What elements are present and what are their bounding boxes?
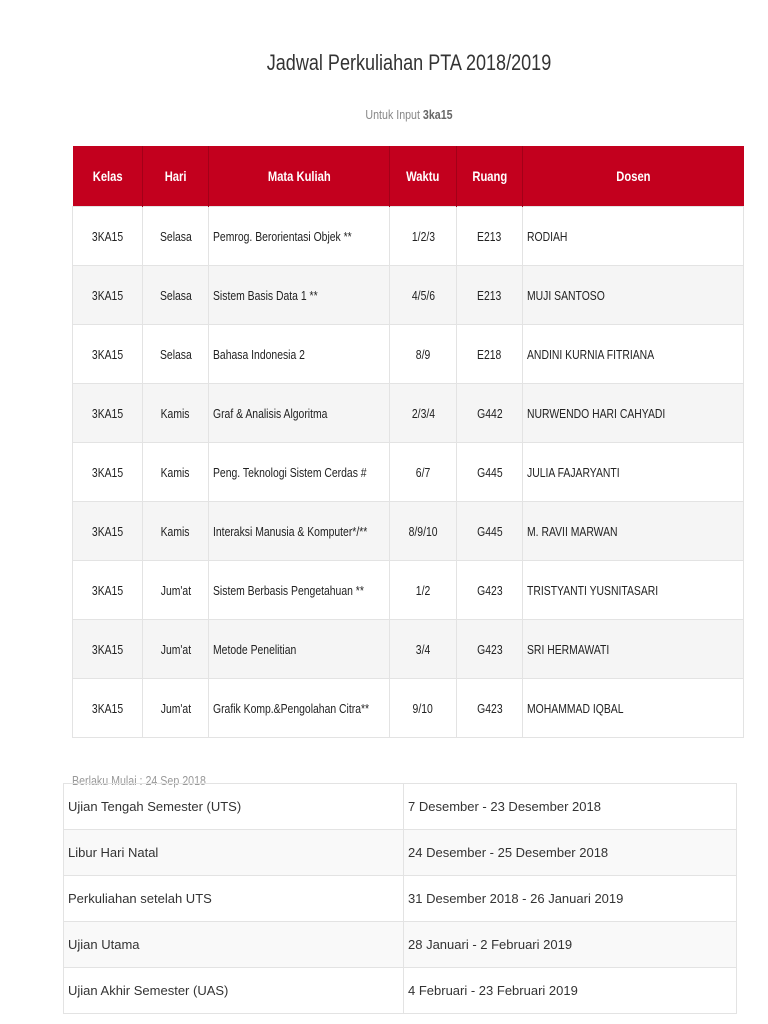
cell-hari: Jum'at bbox=[143, 561, 209, 620]
schedule-row bbox=[73, 620, 744, 679]
cell-ruang: E218 bbox=[457, 325, 523, 384]
cell-waktu: 8/9 bbox=[390, 325, 457, 384]
cell-kelas: 3KA15 bbox=[73, 266, 143, 325]
subtitle-prefix: Untuk Input bbox=[365, 107, 423, 122]
cell-ruang: G445 bbox=[457, 502, 523, 561]
calendar-date-range: 31 Desember 2018 - 26 Januari 2019 bbox=[404, 876, 737, 922]
column-header-mata-kuliah: Mata Kuliah bbox=[209, 146, 390, 207]
cell-waktu: 3/4 bbox=[390, 620, 457, 679]
schedule-row bbox=[73, 266, 744, 325]
cell-hari: Jum'at bbox=[143, 679, 209, 738]
effective-date: Berlaku Mulai : 24 Sep 2018 bbox=[72, 773, 206, 788]
cell-kelas: 3KA15 bbox=[73, 502, 143, 561]
column-header-waktu: Waktu bbox=[390, 146, 457, 207]
cell-hari: Jum'at bbox=[143, 620, 209, 679]
cell-kelas: 3KA15 bbox=[73, 561, 143, 620]
schedule-row bbox=[73, 443, 744, 502]
cell-mata-kuliah: Bahasa Indonesia 2 bbox=[209, 325, 390, 384]
cell-mata-kuliah: Sistem Berbasis Pengetahuan ** bbox=[209, 561, 390, 620]
schedule-table bbox=[72, 146, 744, 738]
calendar-date-range: 28 Januari - 2 Februari 2019 bbox=[404, 922, 737, 968]
cell-waktu: 9/10 bbox=[390, 679, 457, 738]
cell-mata-kuliah: Sistem Basis Data 1 ** bbox=[209, 266, 390, 325]
calendar-row bbox=[64, 876, 737, 922]
calendar-row bbox=[64, 968, 737, 1014]
calendar-table bbox=[63, 783, 737, 1014]
cell-kelas: 3KA15 bbox=[73, 207, 143, 266]
cell-ruang: G442 bbox=[457, 384, 523, 443]
cell-kelas: 3KA15 bbox=[73, 620, 143, 679]
schedule-row bbox=[73, 561, 744, 620]
calendar-event: Ujian Akhir Semester (UAS) bbox=[64, 968, 404, 1014]
cell-dosen: MUJI SANTOSO bbox=[523, 266, 744, 325]
cell-dosen: ANDINI KURNIA FITRIANA bbox=[523, 325, 744, 384]
schedule-row bbox=[73, 679, 744, 738]
cell-mata-kuliah: Interaksi Manusia & Komputer*/** bbox=[209, 502, 390, 561]
calendar-event: Libur Hari Natal bbox=[64, 830, 404, 876]
academic-calendar bbox=[63, 799, 736, 1020]
cell-mata-kuliah: Graf & Analisis Algoritma bbox=[209, 384, 390, 443]
calendar-event: Perkuliahan setelah UTS bbox=[64, 876, 404, 922]
column-header-hari: Hari bbox=[143, 146, 209, 207]
cell-dosen: TRISTYANTI YUSNITASARI bbox=[523, 561, 744, 620]
cell-hari: Kamis bbox=[143, 502, 209, 561]
cell-ruang: E213 bbox=[457, 207, 523, 266]
schedule-row bbox=[73, 384, 744, 443]
subtitle-input-value: 3ka15 bbox=[422, 107, 453, 122]
cell-waktu: 1/2 bbox=[390, 561, 457, 620]
schedule-row bbox=[73, 502, 744, 561]
schedule-row bbox=[73, 207, 744, 266]
cell-kelas: 3KA15 bbox=[73, 443, 143, 502]
cell-waktu: 1/2/3 bbox=[390, 207, 457, 266]
cell-ruang: E213 bbox=[457, 266, 523, 325]
cell-hari: Kamis bbox=[143, 384, 209, 443]
cell-dosen: M. RAVII MARWAN bbox=[523, 502, 744, 561]
calendar-row bbox=[64, 922, 737, 968]
page-subtitle bbox=[74, 107, 745, 122]
cell-dosen: NURWENDO HARI CAHYADI bbox=[523, 384, 744, 443]
column-header-kelas: Kelas bbox=[73, 146, 143, 207]
cell-mata-kuliah: Metode Penelitian bbox=[209, 620, 390, 679]
schedule-row bbox=[73, 325, 744, 384]
cell-hari: Selasa bbox=[143, 207, 209, 266]
calendar-row bbox=[64, 830, 737, 876]
calendar-event: Ujian Utama bbox=[64, 922, 404, 968]
cell-hari: Selasa bbox=[143, 266, 209, 325]
calendar-date-range: 7 Desember - 23 Desember 2018 bbox=[404, 784, 737, 830]
cell-hari: Kamis bbox=[143, 443, 209, 502]
cell-kelas: 3KA15 bbox=[73, 325, 143, 384]
cell-ruang: G445 bbox=[457, 443, 523, 502]
cell-dosen: RODIAH bbox=[523, 207, 744, 266]
cell-ruang: G423 bbox=[457, 620, 523, 679]
page-title: Jadwal Perkuliahan PTA 2018/2019 bbox=[266, 50, 552, 75]
cell-kelas: 3KA15 bbox=[73, 679, 143, 738]
schedule-header-row bbox=[73, 146, 744, 207]
cell-mata-kuliah: Grafik Komp.&Pengolahan Citra** bbox=[209, 679, 390, 738]
calendar-date-range: 24 Desember - 25 Desember 2018 bbox=[404, 830, 737, 876]
cell-waktu: 4/5/6 bbox=[390, 266, 457, 325]
cell-mata-kuliah: Pemrog. Berorientasi Objek ** bbox=[209, 207, 390, 266]
cell-hari: Selasa bbox=[143, 325, 209, 384]
cell-ruang: G423 bbox=[457, 561, 523, 620]
calendar-row bbox=[64, 784, 737, 830]
calendar-date-range: 4 Februari - 23 Februari 2019 bbox=[404, 968, 737, 1014]
cell-waktu: 2/3/4 bbox=[390, 384, 457, 443]
column-header-dosen: Dosen bbox=[523, 146, 744, 207]
calendar-event: Ujian Tengah Semester (UTS) bbox=[64, 784, 404, 830]
cell-kelas: 3KA15 bbox=[73, 384, 143, 443]
cell-waktu: 8/9/10 bbox=[390, 502, 457, 561]
cell-dosen: JULIA FAJARYANTI bbox=[523, 443, 744, 502]
cell-mata-kuliah: Peng. Teknologi Sistem Cerdas # bbox=[209, 443, 390, 502]
cell-waktu: 6/7 bbox=[390, 443, 457, 502]
cell-dosen: SRI HERMAWATI bbox=[523, 620, 744, 679]
cell-dosen: MOHAMMAD IQBAL bbox=[523, 679, 744, 738]
cell-ruang: G423 bbox=[457, 679, 523, 738]
column-header-ruang: Ruang bbox=[457, 146, 523, 207]
